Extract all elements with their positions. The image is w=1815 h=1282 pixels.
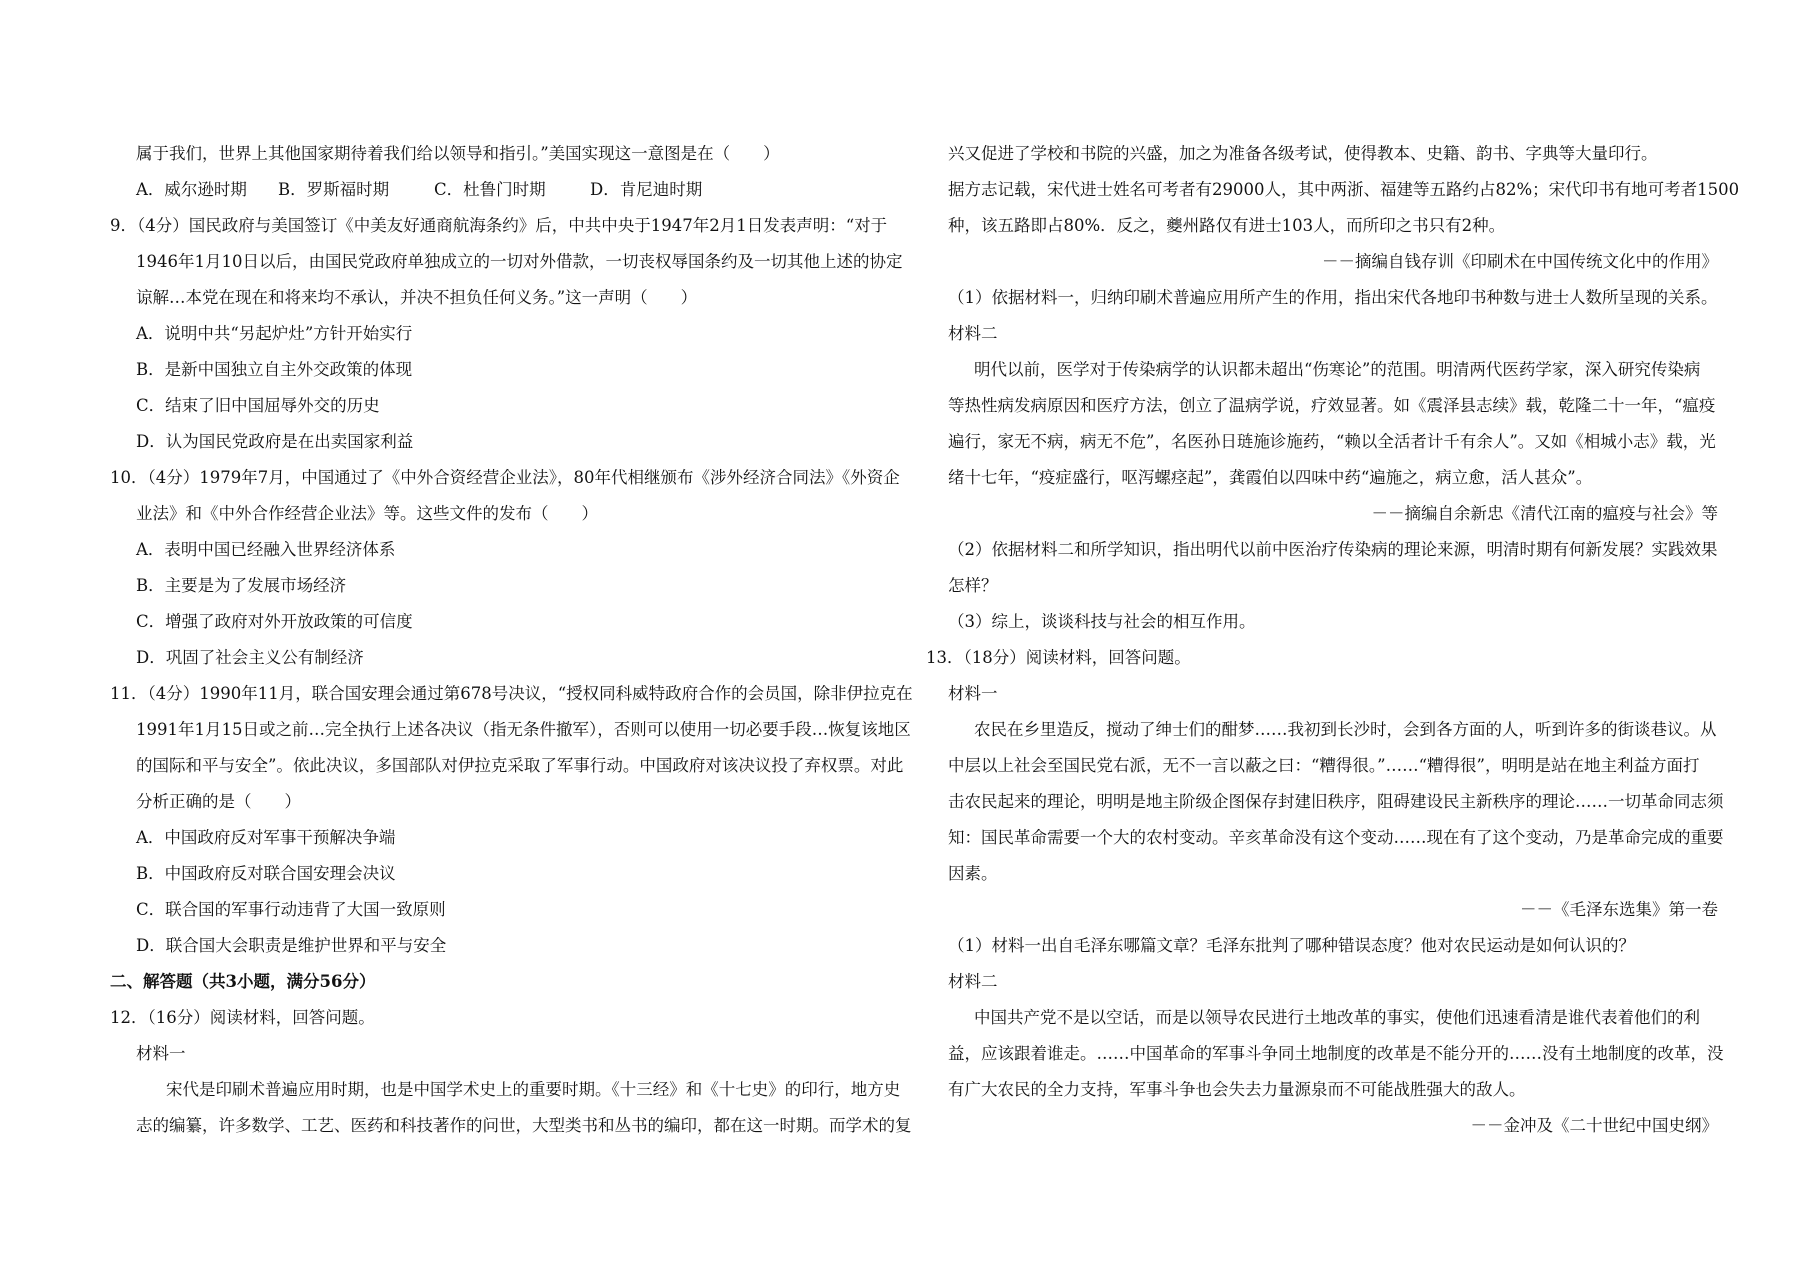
material-source: －－摘编自余新忠《清代江南的瘟疫与社会》等 bbox=[1371, 504, 1718, 523]
material-text-line: 志的编纂，许多数学、工艺、医药和科技著作的问世，大型类书和丛书的编印，都在这一时期。而学术的复 bbox=[136, 1116, 912, 1135]
sub-question: （1）材料一出自毛泽东哪篇文章？毛泽东批判了哪种错误态度？他对农民运动是如何认识的？ bbox=[948, 936, 1635, 955]
option-b: B．是新中国独立自主外交政策的体现 bbox=[136, 360, 413, 379]
option-b: B．主要是为了发展市场经济 bbox=[136, 576, 347, 595]
material-text-line: 种，该五路即占80%．反之，夔州路仅有进士103人，而所印之书只有2种。 bbox=[948, 216, 1506, 235]
material-source: －－摘编自钱存训《印刷术在中国传统文化中的作用》 bbox=[1322, 252, 1718, 271]
material-source: －－金冲及《二十世纪中国史纲》 bbox=[1470, 1116, 1718, 1135]
material-label: 材料一 bbox=[136, 1044, 186, 1063]
option-a: A．表明中国已经融入世界经济体系 bbox=[136, 540, 396, 559]
left-column bbox=[110, 136, 913, 1144]
sub-question: （3）综上，谈谈科技与社会的相互作用。 bbox=[948, 612, 1256, 631]
option-a: A．说明中共“另起炉灶”方针开始实行 bbox=[136, 324, 413, 343]
material-text-line: 有广大农民的全力支持，军事斗争也会失去力量源泉而不可能战胜强大的敌人。 bbox=[948, 1080, 1526, 1099]
option-d: D．巩固了社会主义公有制经济 bbox=[136, 648, 364, 667]
sub-question: 怎样？ bbox=[948, 576, 998, 595]
section-heading: 二、解答题（共3小题，满分56分） bbox=[110, 972, 376, 991]
material-text-line: 宋代是印刷术普遍应用时期，也是中国学术史上的重要时期。《十三经》和《十七史》的印行，地方史 bbox=[166, 1080, 901, 1099]
material-source: －－《毛泽东选集》第一卷 bbox=[1520, 900, 1718, 919]
question-11-line: 1991年1月15日或之前…完全执行上述各决议（指无条件撤军），否则可以使用一切必要手段…恢复该地区 bbox=[136, 720, 911, 739]
option-a: A．威尔逊时期 bbox=[136, 180, 247, 199]
option-b: B．罗斯福时期 bbox=[278, 180, 390, 199]
sub-question: （2）依据材料二和所学知识，指出明代以前中医治疗传染病的理论来源，明清时期有何新发展？实践效果 bbox=[948, 540, 1718, 559]
material-text-line: 中层以上社会至国民党右派，无不一言以蔽之曰：“糟得很。”……“糟得很”，明明是站在地主利益方面打 bbox=[948, 756, 1700, 775]
material-label: 材料一 bbox=[948, 684, 998, 703]
sub-question: （1）依据材料一，归纳印刷术普遍应用所产生的作用，指出宋代各地印书种数与进士人数所呈现的关系。 bbox=[948, 288, 1718, 307]
question-11-line: 分析正确的是（ ） bbox=[136, 792, 301, 811]
material-label: 材料二 bbox=[948, 324, 998, 343]
material-text-line: 遍行，家无不病，病无不危”，名医孙日琏施诊施药，“赖以全活者计千有余人”。又如《相城小志》载，光 bbox=[948, 432, 1716, 451]
option-b: B．中国政府反对联合国安理会决议 bbox=[136, 864, 396, 883]
material-text-line: 农民在乡里造反，搅动了绅士们的酣梦……我初到长沙时，会到各方面的人，听到许多的街谈巷议。从 bbox=[974, 720, 1717, 739]
question-10-line: 业法》和《中外合作经营企业法》等。这些文件的发布（ ） bbox=[136, 504, 598, 523]
material-text-line: 绪十七年，“疫症盛行，呕泻螺痉起”，龚霞伯以四味中药“遍施之，病立愈，活人甚众”。 bbox=[948, 468, 1593, 487]
question-12-title: 12．（16分）阅读材料，回答问题。 bbox=[110, 1008, 375, 1027]
option-d: D．肯尼迪时期 bbox=[590, 180, 703, 199]
option-c: C．增强了政府对外开放政策的可信度 bbox=[136, 612, 413, 631]
material-text-line: 明代以前，医学对于传染病学的认识都未超出“伤寒论”的范围。明清两代医药学家，深入研究传染病 bbox=[974, 360, 1701, 379]
material-text-line: 据方志记载，宋代进士姓名可考者有29000人，其中两浙、福建等五路约占82%；宋代印书有地可考者1500 bbox=[948, 180, 1740, 199]
material-text-line: 知：国民革命需要一个大的农村变动。辛亥革命没有这个变动……现在有了这个变动，乃是革命完成的重要 bbox=[948, 828, 1724, 847]
question-9-line: 1946年1月10日以后，由国民党政府单独成立的一切对外借款，一切丧权辱国条约及一切其他上述的协定 bbox=[136, 252, 903, 271]
material-text-line: 等热性病发病原因和医疗方法，创立了温病学说，疗效显著。如《震泽县志续》载，乾隆二十一年，“瘟疫 bbox=[948, 396, 1716, 415]
question-11-line: 的国际和平与安全”。依此决议，多国部队对伊拉克采取了军事行动。中国政府对该决议投了弃权票。对此 bbox=[136, 756, 904, 775]
question-8-tail: 属于我们，世界上其他国家期待着我们给以领导和指引。”美国实现这一意图是在（ ） bbox=[136, 144, 780, 163]
material-text-line: 击农民起来的理论，明明是地主阶级企图保存封建旧秩序，阻碍建设民主新秩序的理论……一切革命同志须 bbox=[948, 792, 1724, 811]
option-c: C．联合国的军事行动违背了大国一致原则 bbox=[136, 900, 446, 919]
option-c: C．杜鲁门时期 bbox=[434, 180, 546, 199]
question-9-line: 9．（4分）国民政府与美国签订《中美友好通商航海条约》后，中共中央于1947年2月1日发表声明：“对于 bbox=[110, 216, 888, 235]
material-text-line: 中国共产党不是以空话，而是以领导农民进行土地改革的事实，使他们迅速看清是谁代表着他们的利 bbox=[974, 1008, 1700, 1027]
material-text-line: 益，应该跟着谁走。……中国革命的军事斗争同土地制度的改革是不能分开的……没有土地制度的改革，没 bbox=[948, 1044, 1724, 1063]
question-11-line: 11．（4分）1990年11月，联合国安理会通过第678号决议，“授权同科威特政府合作的会员国，除非伊拉克在 bbox=[110, 684, 913, 703]
option-d: D．联合国大会职责是维护世界和平与安全 bbox=[136, 936, 447, 955]
option-d: D．认为国民党政府是在出卖国家利益 bbox=[136, 432, 414, 451]
option-c: C．结束了旧中国屈辱外交的历史 bbox=[136, 396, 380, 415]
question-10-line: 10．（4分）1979年7月，中国通过了《中外合资经营企业法》，80年代相继颁布《涉外经济合同法》《外资企 bbox=[110, 468, 900, 487]
material-text-line: 因素。 bbox=[948, 864, 998, 883]
question-13-title: 13．（18分）阅读材料，回答问题。 bbox=[926, 648, 1191, 667]
question-8-options bbox=[110, 172, 900, 208]
material-label: 材料二 bbox=[948, 972, 998, 991]
option-a: A．中国政府反对军事干预解决争端 bbox=[136, 828, 396, 847]
right-column bbox=[926, 136, 1740, 1144]
material-text-line: 兴又促进了学校和书院的兴盛，加之为准备各级考试，使得教本、史籍、韵书、字典等大量印行。 bbox=[948, 144, 1658, 163]
question-9-line: 谅解…本党在现在和将来均不承认，并决不担负任何义务。”这一声明（ ） bbox=[136, 288, 698, 307]
